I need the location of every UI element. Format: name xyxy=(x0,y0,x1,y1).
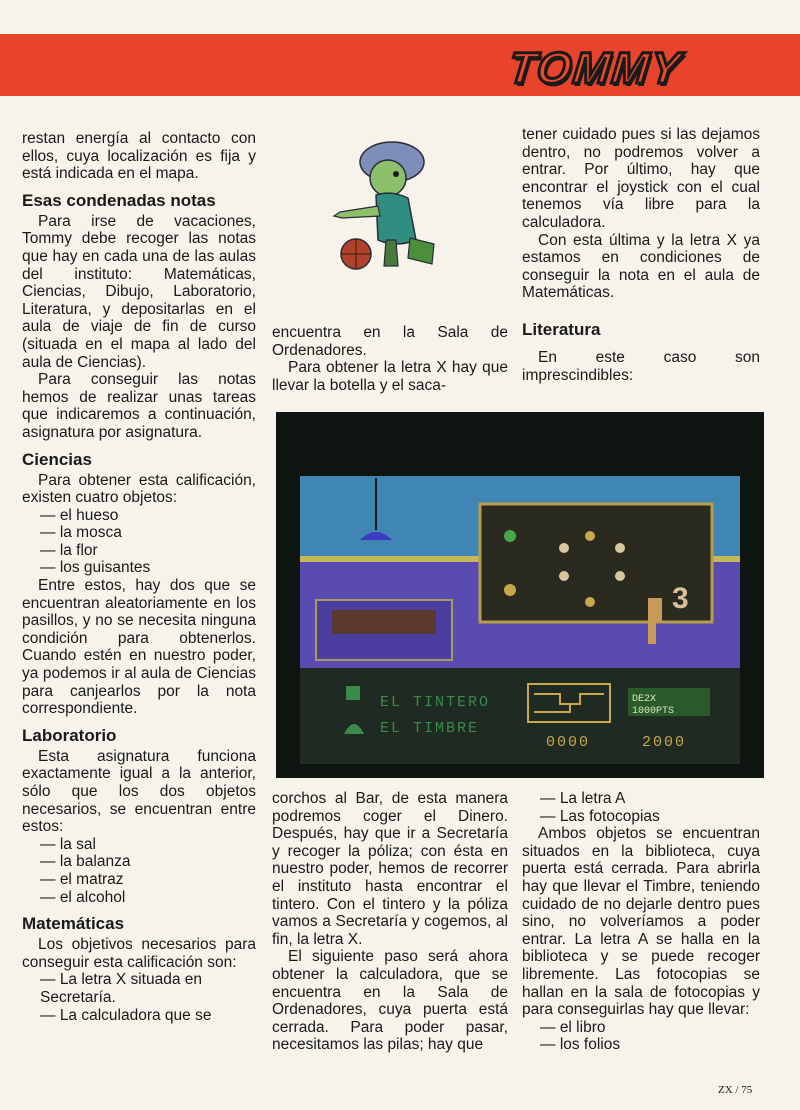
tommy-arm xyxy=(334,206,380,218)
paragraph: tener cuidado pues si las dejamos dentro, no podremos volver a entrar. Por último, hay que encontrar el joystick con el cual tenemos vía libre para la calculadora. xyxy=(522,126,760,231)
tommy-leg xyxy=(384,240,398,266)
column-1 xyxy=(22,130,256,1024)
list-item: — los folios xyxy=(540,1036,760,1054)
list-item: — el hueso xyxy=(40,507,256,525)
paragraph: corchos al Bar, de esta manera podremos coger el Dinero. Después, hay que ir a Secretaría y recoger la póliza; con ésta en nuestro poder, hemos de recorrer el instituto hasta encontrar el tintero. Con el tintero y la póliza vamos a Secretaría y cogemos, al fin, la letra X. xyxy=(272,790,508,948)
inkwell-icon xyxy=(346,686,360,700)
list-item: — La letra A xyxy=(540,790,760,808)
paragraph: En este caso son imprescindibles: xyxy=(522,348,760,384)
column-3-top xyxy=(522,126,760,384)
paragraph: Para conseguir las notas hemos de realizar unas tareas que indicaremos a continuación, asignatura por asignatura. xyxy=(22,371,256,441)
list-item: — Las fotocopias xyxy=(540,808,760,826)
heading-laboratorio: Laboratorio xyxy=(22,725,117,745)
item-slot-1: EL TINTERO xyxy=(380,694,491,711)
page-number: ZX / 75 xyxy=(718,1084,753,1096)
list-item: — La calculadora que se xyxy=(40,1007,256,1025)
room-number: 3 xyxy=(672,582,689,615)
item-slot-2: EL TIMBRE xyxy=(380,720,480,737)
column-3-bottom xyxy=(522,790,760,1054)
game-screenshot xyxy=(276,412,764,778)
game-scene xyxy=(276,412,764,778)
list-item: — la mosca xyxy=(40,524,256,542)
page-title: TOMMY xyxy=(506,44,685,93)
laboratorio-list xyxy=(22,836,256,906)
heading-notas: Esas condenadas notas xyxy=(22,190,216,210)
list-item: — el alcohol xyxy=(40,889,256,907)
list-item: — La letra X situada en Secretaría. xyxy=(40,971,256,1006)
heading-matematicas: Matemáticas xyxy=(22,914,125,934)
list-item: — los guisantes xyxy=(40,559,256,577)
paragraph: Esta asignatura funciona exactamente igual a la anterior, sólo que los dos objetos necesarios, se encuentran entre estos: xyxy=(22,747,256,836)
list-item: — la flor xyxy=(40,542,256,560)
column-2-bottom xyxy=(272,790,508,1054)
heading-literatura: Literatura xyxy=(522,319,601,339)
paragraph: Los objetivos necesarios para conseguir esta calificación son: xyxy=(22,936,256,971)
literatura-list xyxy=(522,790,760,825)
ciencias-list xyxy=(22,507,256,577)
column-2-top xyxy=(272,324,508,394)
paragraph: Ambos objetos se encuentran situados en la biblioteca, cuya puerta está cerrada. Para abrirla hay que llevar el Timbre, teniendo cuidado de no dejarle dentro pues sino, no volveríamos a poder entrar. La letra A se halla en la biblioteca y se puede recoger libremente. Las fotocopias se hallan en la sala de fotocopias y para conseguirlas hay que llevar: xyxy=(522,825,760,1019)
paragraph: Para irse de vacaciones, Tommy debe recoger las notas que hay en cada una de las aulas del instituto: Matemáticas, Ciencias, Dibujo, Laboratorio, Literatura, y depositarlas en el aula de viaje de fin de curso (situada en el mapa al lado del aula de Ciencias). xyxy=(22,212,256,371)
paragraph: encuentra en la Sala de Ordenadores. xyxy=(272,324,508,359)
status-line-1: DE2X xyxy=(632,694,657,705)
tommy-head xyxy=(370,160,406,196)
list-item: — el libro xyxy=(540,1019,760,1037)
tommy-body xyxy=(376,193,416,244)
tommy-bag xyxy=(408,238,434,264)
hiscore: 2000 xyxy=(642,734,687,751)
paragraph: restan energía al contacto con ellos, cuya localización es fija y está indicada en el mapa. xyxy=(22,130,256,183)
paragraph: El siguiente paso será ahora obtener la calculadora, que se encuentra en la Sala de Ordenadores, cuya puerta está cerrada. Para poder pasar, necesitamos las pilas; hay que xyxy=(272,948,508,1054)
paragraph: Para obtener la letra X hay que llevar la botella y el saca- xyxy=(272,359,508,394)
fotocopias-list xyxy=(522,1019,760,1054)
paragraph: Entre estos, hay dos que se encuentran aleatoriamente en los pasillos, y no se necesita ninguna condición para obtenerlos. Cuando estén en nuestro poder, ya podemos ir al aula de Ciencias para canjearlos por la nota correspondiente. xyxy=(22,577,256,718)
list-item: — el matraz xyxy=(40,871,256,889)
list-item: — la sal xyxy=(40,836,256,854)
score: 0000 xyxy=(546,734,591,751)
heading-ciencias: Ciencias xyxy=(22,449,92,469)
matematicas-list xyxy=(22,971,256,1024)
tommy-eye xyxy=(393,171,399,177)
tommy-illustration xyxy=(326,140,446,275)
status-line-2: 1000PTS xyxy=(632,706,675,717)
paragraph: Para obtener esta calificación, existen cuatro objetos: xyxy=(22,471,256,507)
list-item: — la balanza xyxy=(40,853,256,871)
paragraph: Con esta última y la letra X ya estamos en condiciones de conseguir la nota en el aula de Matemáticas. xyxy=(522,231,760,302)
